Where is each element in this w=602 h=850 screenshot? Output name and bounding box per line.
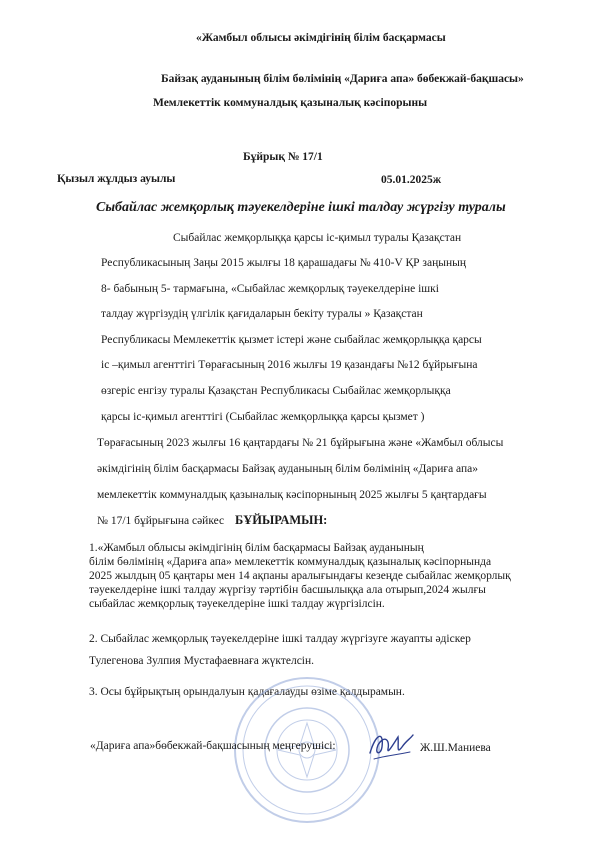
item-2-line: 2. Сыбайлас жемқорлық тәуекелдеріне ішкі талдау жүргізуге жауапты әдіскер <box>89 633 471 645</box>
preamble-last-line <box>97 513 327 528</box>
signature-name: Ж.Ш.Маниева <box>420 742 491 754</box>
item-1-line: сыбайлас жемқорлық тәуекелдеріне ішкі талдау жүргізілсін. <box>89 598 385 610</box>
item-2-line: Тулегенова Зулпия Мустафаевнаға жүктелсін. <box>89 655 315 667</box>
item-1-line: 2025 жылдың 05 қаңтары мен 14 ақпаны аралығындағы кезеңде сыбайлас жемқорлық <box>89 570 511 582</box>
preamble-line: Республикасы Мемлекеттік қызмет істері және сыбайлас жемқорлыққа қарсы <box>101 334 482 346</box>
command-word: БҰЙЫРАМЫН: <box>235 513 328 527</box>
preamble-line: Төрағасының 2023 жылғы 16 қаңтардағы № 21 бұйрығына және «Жамбыл облысы <box>97 437 504 449</box>
preamble-line: Сыбайлас жемқорлыққа қарсы іс-қимыл туралы Қазақстан <box>173 232 462 244</box>
preamble-line: мемлекеттік коммуналдық қазыналық кәсіпорнының 2025 жылғы 5 қаңтардағы <box>97 489 487 501</box>
preamble-line: қарсы іс-қимыл агенттігі (Сыбайлас жемқорлыққа қарсы қызмет ) <box>101 411 425 423</box>
preamble-line: іс –қимыл агенттігі Төрағасының 2016 жылғы 19 қазандағы №12 бұйрығына <box>101 359 478 371</box>
item-1-line: 1.«Жамбыл облысы әкімдігінің білім басқармасы Байзақ ауданының <box>89 542 424 554</box>
order-title: Сыбайлас жемқорлық тәуекелдеріне ішкі талдау жүргізу туралы <box>96 200 506 215</box>
preamble-line: өзгеріс енгізу туралы Қазақстан Республикасы Сыбайлас жемқорлыққа <box>101 385 451 397</box>
preamble-line: әкімдігінің білім басқармасы Байзақ ауданының білім бөлімінің «Дариға апа» <box>97 463 479 475</box>
header-line-3: Мемлекеттік коммуналдық қазыналық кәсіпорыны <box>153 97 428 109</box>
header-line-2: Байзақ ауданының білім бөлімінің «Дариға апа» бөбекжай-бақшасы» <box>161 73 524 85</box>
header-line-1: «Жамбыл облысы әкімдігінің білім басқармасы <box>196 32 446 44</box>
item-1-line: тәуекелдеріне ішкі талдау жүргізу тәртібін басшылыққа ала отырып,2024 жылғы <box>89 584 486 596</box>
preamble-line: талдау жүргізудің үлгілік қағидаларын бекіту туралы » Қазақстан <box>101 308 423 320</box>
order-number: Бұйрық № 17/1 <box>243 151 323 163</box>
preamble-line: 8- бабының 5- тармағына, «Сыбайлас жемқорлық тәуекелдеріне ішкі <box>101 283 439 295</box>
item-1-line: білім бөлімінің «Дариға апа» мемлекеттік коммуналдық қазыналық кәсіпорнында <box>89 556 492 568</box>
item-3-line: 3. Осы бұйрықтың орындалуын қадағалауды өзіме қалдырамын. <box>89 686 405 698</box>
preamble-last-prefix: № 17/1 бұйрығына сәйкес <box>97 515 225 527</box>
order-place: Қызыл жұлдыз ауылы <box>57 173 176 185</box>
preamble-line: Республикасының Заңы 2015 жылғы 18 қарашадағы № 410-V ҚР заңының <box>101 257 466 269</box>
handwritten-signature-icon <box>366 725 416 765</box>
order-date: 05.01.2025ж <box>381 174 442 186</box>
signature-position: «Дариға апа»бөбекжай-бақшасының меңгерушісі: <box>90 740 336 752</box>
